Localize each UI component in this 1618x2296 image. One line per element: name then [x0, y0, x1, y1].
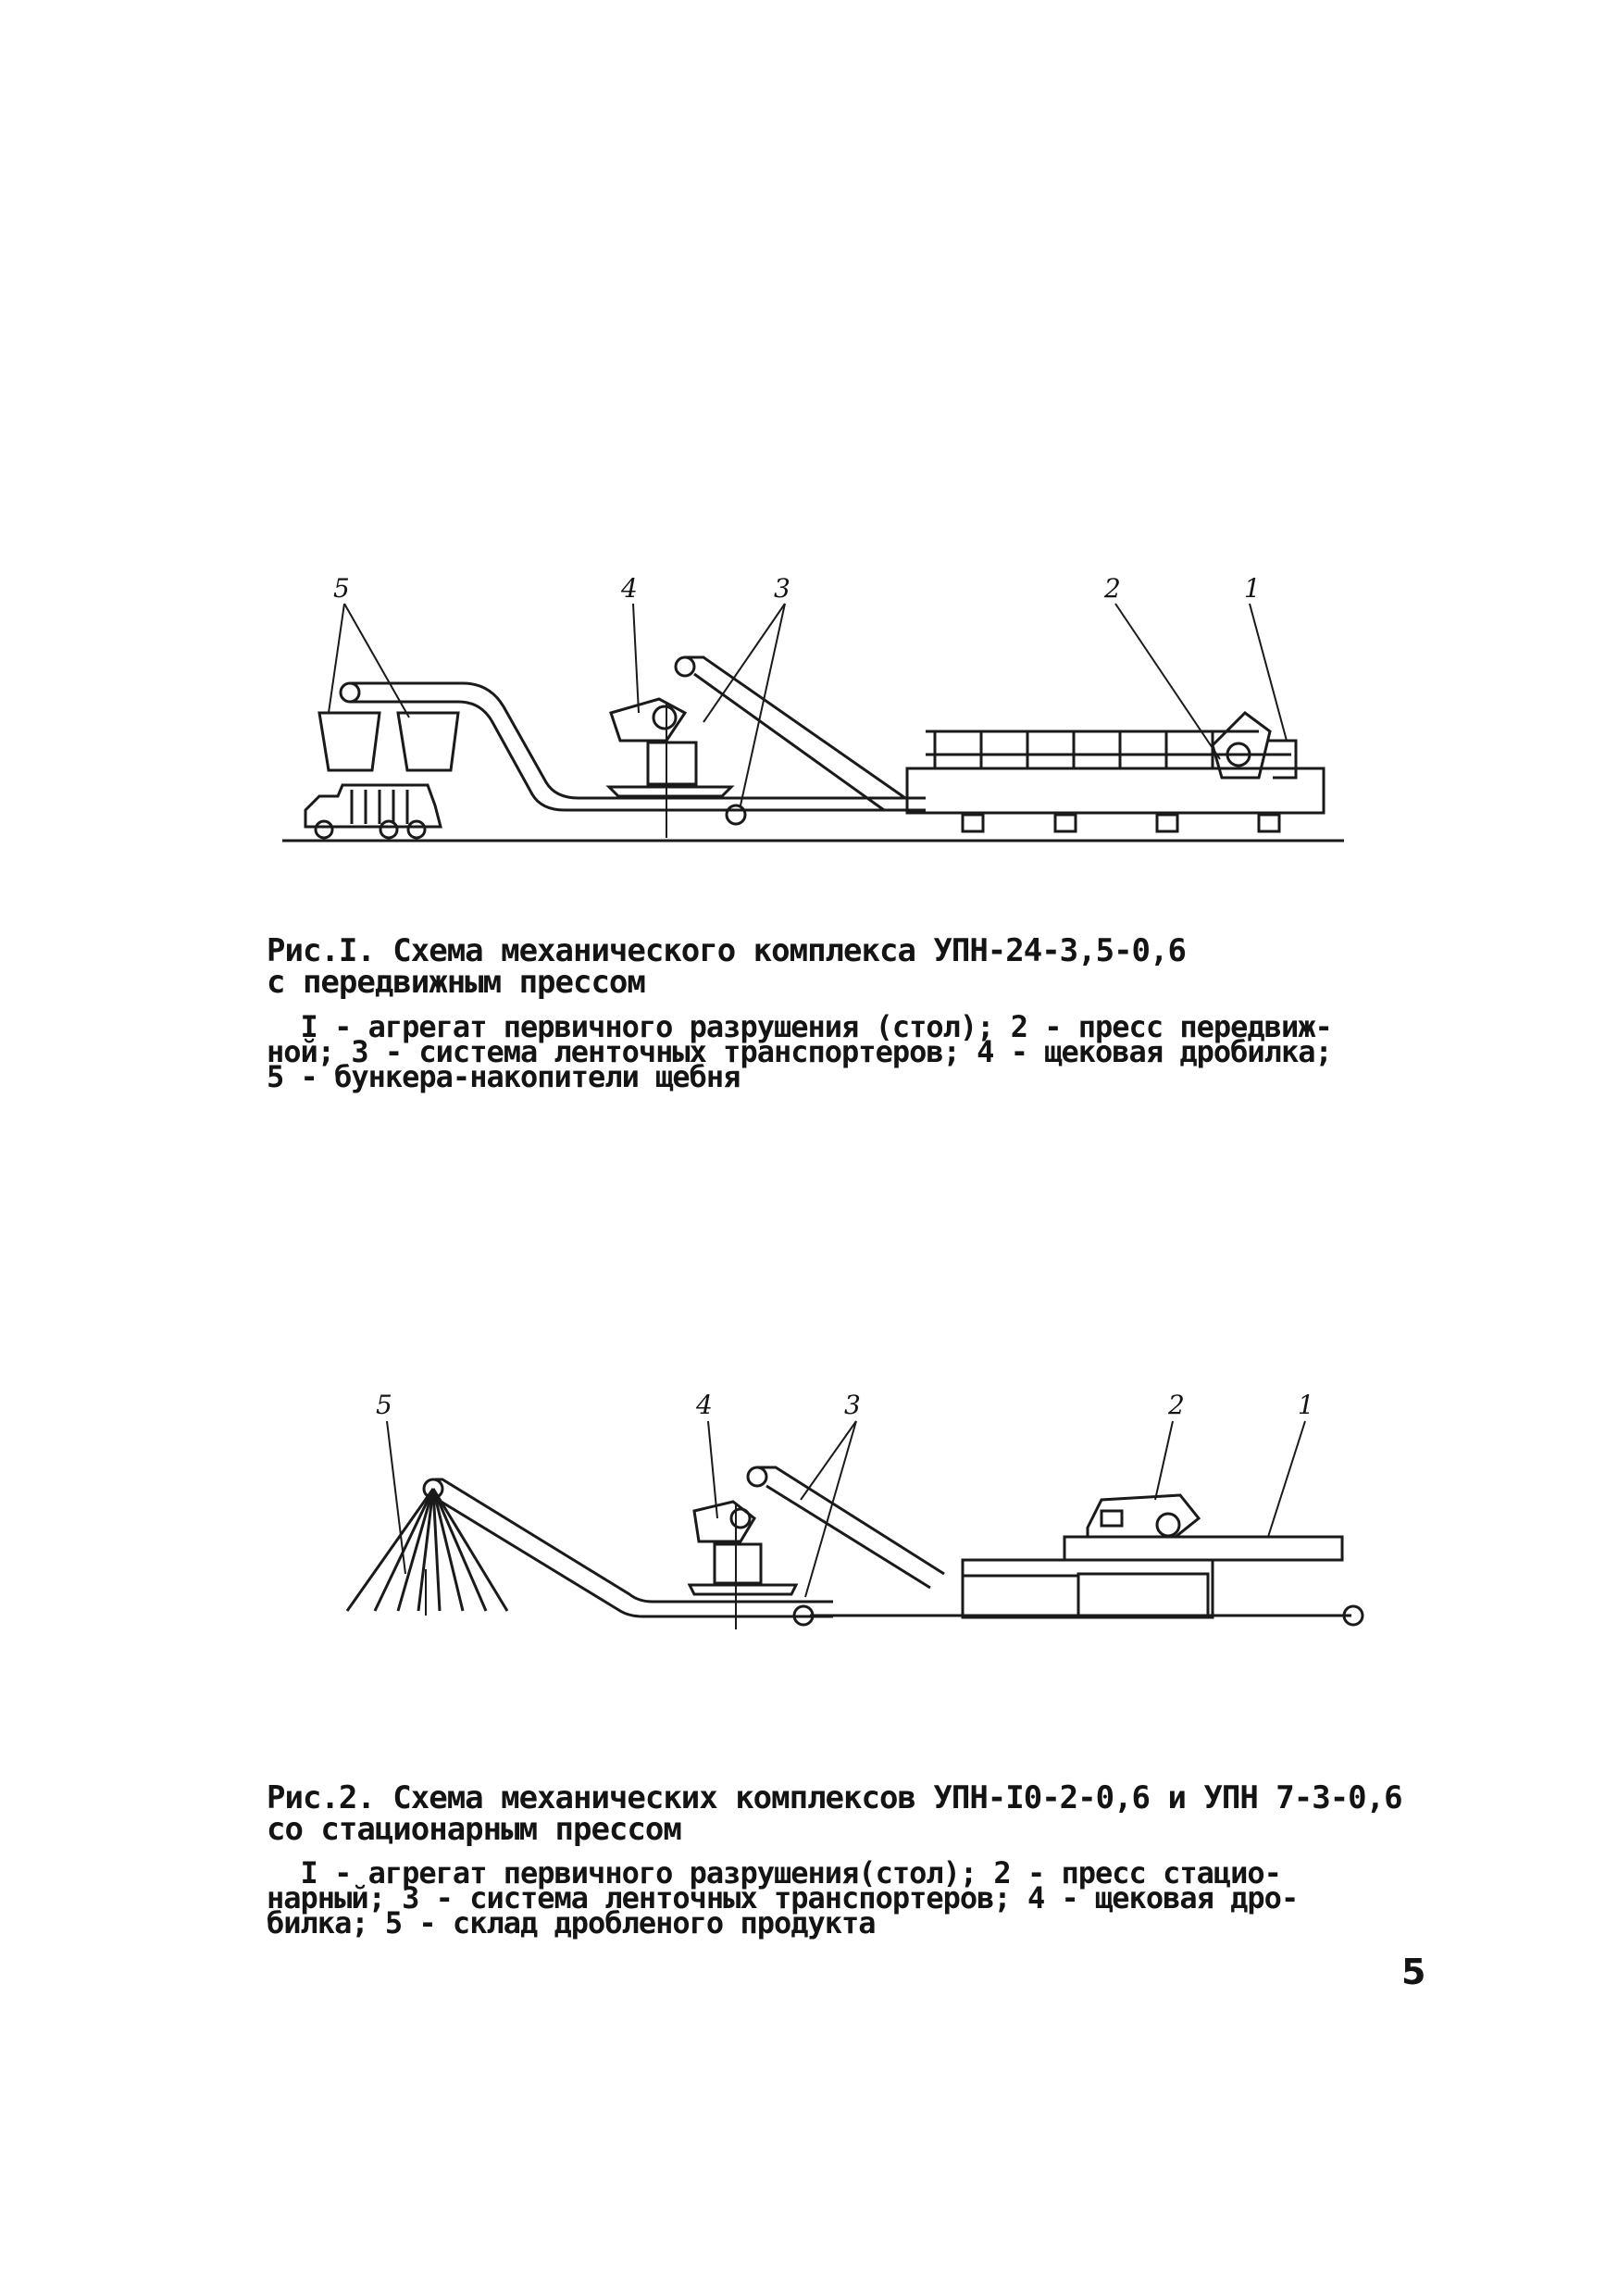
figure-1-diagram — [0, 0, 1618, 889]
figure-1-caption-line-1: Рис.I. Схема механического комплекса УПН-24-3,5-0,6 — [267, 932, 1186, 969]
figure-1-legend — [267, 1009, 1332, 1094]
figure-2-legend-line-2: нарный; 3 - система ленточных транспортеров; 4 - щековая дро- — [267, 1880, 1299, 1915]
fig1-callout-2: 2 — [1104, 573, 1121, 604]
fig1-callout-4: 4 — [621, 573, 638, 604]
figure-1-caption-line-2: с передвижным прессом — [267, 964, 645, 1001]
fig1-callout-5: 5 — [333, 573, 350, 604]
figure-2-caption-line-2: со стационарным прессом — [267, 1811, 681, 1848]
fig1-callout-3: 3 — [774, 573, 790, 604]
fig2-callout-4: 4 — [696, 1390, 713, 1420]
figure-1-legend-line-3: 5 - бункера-накопители щебня — [267, 1059, 741, 1094]
fig2-callout-3: 3 — [844, 1390, 861, 1420]
figure-1-legend-line-1: I - агрегат первичного разрушения (стол); 2 - пресс передвиж- — [267, 1009, 1332, 1044]
figure-1-legend-line-2: ной; 3 - система ленточных транспортеров; 4 - щековая дробилка; — [267, 1034, 1332, 1069]
figure-2-legend-line-3: билка; 5 - склад дробленого продукта — [267, 1905, 876, 1940]
figure-2-diagram — [0, 1342, 1618, 1676]
figure-2-legend-line-1: I - агрегат первичного разрушения(стол); 2 - пресс стацио- — [267, 1855, 1281, 1890]
figure-1-caption — [267, 932, 1186, 1001]
figure-2-caption — [267, 1779, 1402, 1848]
fig2-callout-2: 2 — [1168, 1390, 1185, 1420]
figure-2-caption-line-1: Рис.2. Схема механических комплексов УПН-I0-2-0,6 и УПН 7-3-0,6 — [267, 1779, 1402, 1816]
fig1-callout-1: 1 — [1244, 573, 1261, 604]
fig2-callout-5: 5 — [376, 1390, 392, 1420]
fig2-callout-1: 1 — [1298, 1390, 1314, 1420]
figure-2-legend — [267, 1855, 1299, 1940]
page-number: 5 — [1401, 1952, 1426, 1992]
